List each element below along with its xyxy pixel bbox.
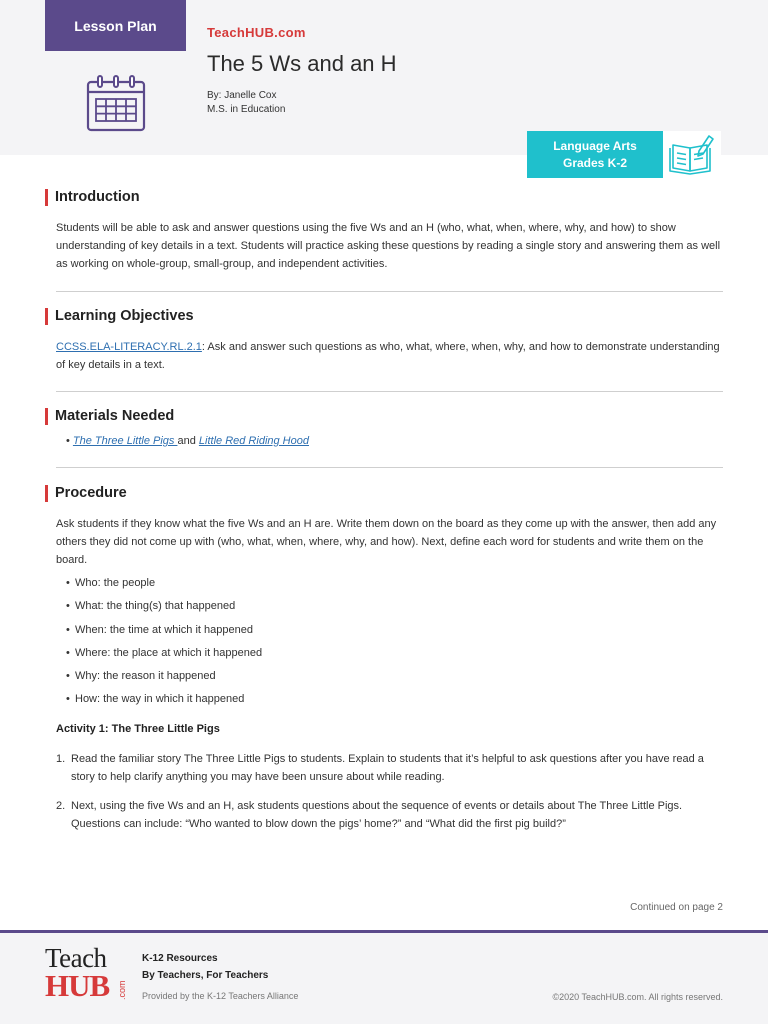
grades-label: Grades K-2 — [562, 155, 628, 170]
list-item: • What: the thing(s) that happened — [66, 600, 236, 613]
book-icon — [663, 131, 721, 178]
author-degree: M.S. in Education — [207, 104, 286, 115]
page-title: The 5 Ws and an H — [207, 51, 397, 76]
objectives-description: : Ask and answer such questions as who, what, where, when, why, and how to demonstrate understanding of key details in a text. — [56, 341, 720, 372]
ccss-standard-link[interactable]: CCSS.ELA-LITERACY.RL.2.1 — [56, 341, 202, 353]
logo-teach: Teach — [45, 943, 107, 973]
lesson-plan-tab — [45, 0, 186, 51]
author-name: By: Janelle Cox — [207, 90, 277, 101]
activity-title: Activity 1: The Three Little Pigs — [56, 723, 220, 735]
subject-label: Language Arts — [553, 138, 637, 153]
teachhub-logo — [45, 945, 130, 1003]
footer-provided-by: Provided by the K-12 Teachers Alliance — [142, 991, 299, 1001]
list-item: • Who: the people — [66, 577, 156, 589]
step-number: 1. — [56, 753, 66, 765]
book-link-three-little-pigs[interactable]: The Three Little Pigs — [72, 435, 178, 447]
numbered-step — [56, 750, 723, 786]
subject-badge — [527, 131, 663, 178]
calendar-icon — [85, 73, 147, 133]
materials-and: and — [177, 435, 199, 447]
numbered-step — [56, 797, 723, 833]
book-link-little-red-riding-hood[interactable]: Little Red Riding Hood — [198, 435, 309, 447]
section-heading-procedure: Procedure — [45, 485, 127, 502]
logo-com: .com — [117, 980, 127, 1000]
step-number: 2. — [56, 800, 66, 812]
section-heading-materials-needed: Materials Needed — [45, 408, 174, 425]
list-item: • Why: the reason it happened — [66, 670, 216, 683]
divider — [56, 467, 723, 468]
footer-tagline-teachers: By Teachers, For Teachers — [142, 970, 269, 981]
author-info — [207, 89, 285, 117]
footer-copyright: ©2020 TeachHUB.com. All rights reserved. — [552, 992, 723, 1002]
divider — [56, 291, 723, 292]
section-heading-learning-objectives: Learning Objectives — [45, 308, 194, 325]
brand-name: TeachHUB.com — [207, 25, 306, 40]
five-ws-list — [66, 574, 262, 714]
step-text: Next, using the five Ws and an H, ask students questions about the sequence of events or details about The Three Little Pigs. Questions can include: “Who wanted to blow down the pigs’ home?” and “What did the first pig build?” — [71, 800, 683, 831]
introduction-text: Students will be able to ask and answer questions using the five Ws and an H (who, what, when, where, why, and how) to show understanding of key details in a text. Students will practice asking these questions by reading a single story and answering them as well as working on whole-group, small-group, and independent activities. — [56, 222, 721, 271]
continued-note: Continued on page 2 — [630, 902, 723, 913]
procedure-text: Ask students if they know what the five Ws and an H are. Write them down on the board as they come up with the answer, then add any others they did not come up with (who, what, when, where, why, and how). Next, define each word for students and write them on the board. — [56, 518, 717, 567]
lesson-plan-label: Lesson Plan — [74, 17, 157, 34]
footer-tagline-resources: K-12 Resources — [142, 953, 218, 964]
list-item: • Where: the place at which it happened — [66, 646, 263, 659]
step-text: Read the familiar story The Three Little Pigs to students. Explain to students that it’s helpful to ask questions after you have read a story to help clarify anything you may have been unsure about while reading. — [71, 753, 704, 784]
list-item: • When: the time at which it happened — [66, 623, 253, 636]
logo-hub: HUB — [45, 968, 110, 1003]
objectives-text — [56, 338, 723, 374]
bullet: • — [66, 435, 70, 447]
section-heading-introduction: Introduction — [45, 189, 140, 206]
list-item: • How: the way in which it happened — [66, 693, 245, 706]
divider — [56, 391, 723, 392]
materials-list-item — [66, 432, 716, 450]
